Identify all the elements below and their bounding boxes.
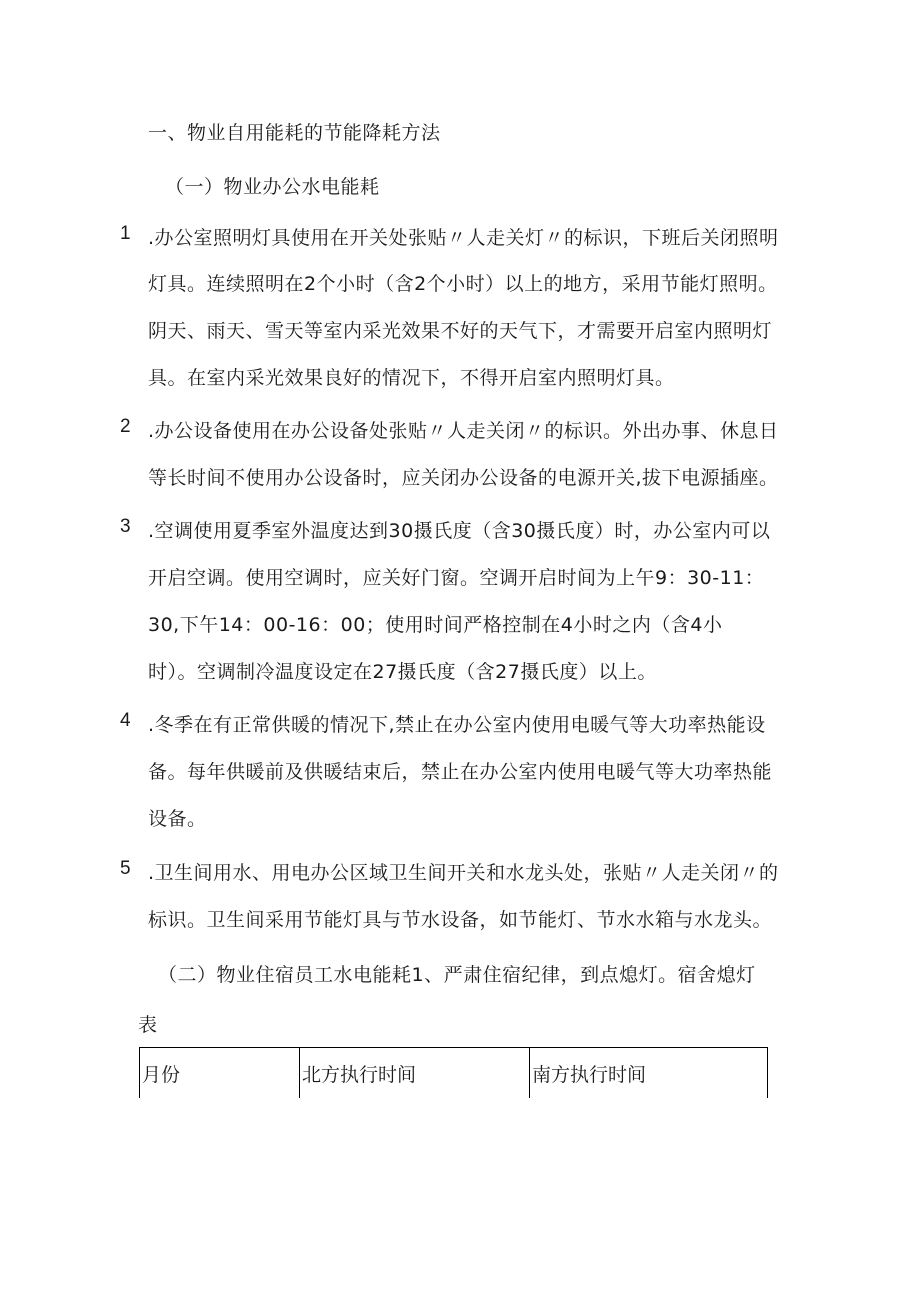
item-text-line: 时）。空调制冷温度设定在27摄氏度（含27摄氏度）以上。 xyxy=(148,661,657,683)
item-text-line: 等长时间不使用办公设备时，应关闭办公设备的电源开关,拔下电源插座。 xyxy=(148,467,779,489)
item-text-line: .办公设备使用在办公设备处张贴〃人走关闭〃的标识。外出办事、休息日 xyxy=(148,420,779,442)
item-text-line: .办公室照明灯具使用在开关处张贴〃人走关灯〃的标识，下班后关闭照明 xyxy=(148,227,779,249)
item-text-line: .卫生间用水、用电办公区域卫生间开关和水龙头处，张贴〃人走关闭〃的 xyxy=(148,862,779,884)
item-text-line: 具。在室内采光效果良好的情况下，不得开启室内照明灯具。 xyxy=(148,367,675,389)
item-text-line: 标识。卫生间采用节能灯具与节水设备，如节能灯、节水水箱与水龙头。 xyxy=(148,909,773,931)
item-number: 1 xyxy=(120,223,131,244)
table-header-row xyxy=(140,1048,768,1099)
item-text-line: 备。每年供暖前及供暖结束后，禁止在办公室内使用电暖气等大功率热能 xyxy=(148,761,773,783)
item-number: 3 xyxy=(120,516,131,537)
item-text-line: 阴天、雨天、雪天等室内采光效果不好的天气下，才需要开启室内照明灯 xyxy=(148,320,773,342)
table-caption: 表 xyxy=(138,1014,158,1036)
item-text-line: 开启空调。使用空调时，应关好门窗。空调开启时间为上午9：30-11： xyxy=(148,567,765,589)
lights-out-table xyxy=(139,1047,768,1098)
item-text-line: .空调使用夏季室外温度达到30摄氏度（含30摄氏度）时，办公室内可以 xyxy=(148,520,771,542)
item-text-line: 30,下午14：00-16：00；使用时间严格控制在4小时之内（含4小 xyxy=(148,614,723,636)
column-header-south: 南方执行时间 xyxy=(530,1048,768,1099)
column-header-month: 月份 xyxy=(140,1048,300,1099)
item-number: 5 xyxy=(120,858,131,879)
column-header-north: 北方执行时间 xyxy=(300,1048,530,1099)
item-number: 2 xyxy=(120,416,131,437)
subsection-heading: （一）物业办公水电能耗 xyxy=(165,176,380,198)
subsection-heading-2: （二）物业住宿员工水电能耗1、严肃住宿纪律，到点熄灯。宿舍熄灯 xyxy=(158,964,756,986)
item-text-line: 灯具。连续照明在2个小时（含2个小时）以上的地方，采用节能灯照明。 xyxy=(148,273,778,295)
item-number: 4 xyxy=(120,710,131,731)
section-heading: 一、物业自用能耗的节能降耗方法 xyxy=(148,122,441,144)
item-text-line: 设备。 xyxy=(148,808,207,830)
item-text-line: .冬季在有正常供暖的情况下,禁止在办公室内使用电暖气等大功率热能设 xyxy=(148,714,766,736)
